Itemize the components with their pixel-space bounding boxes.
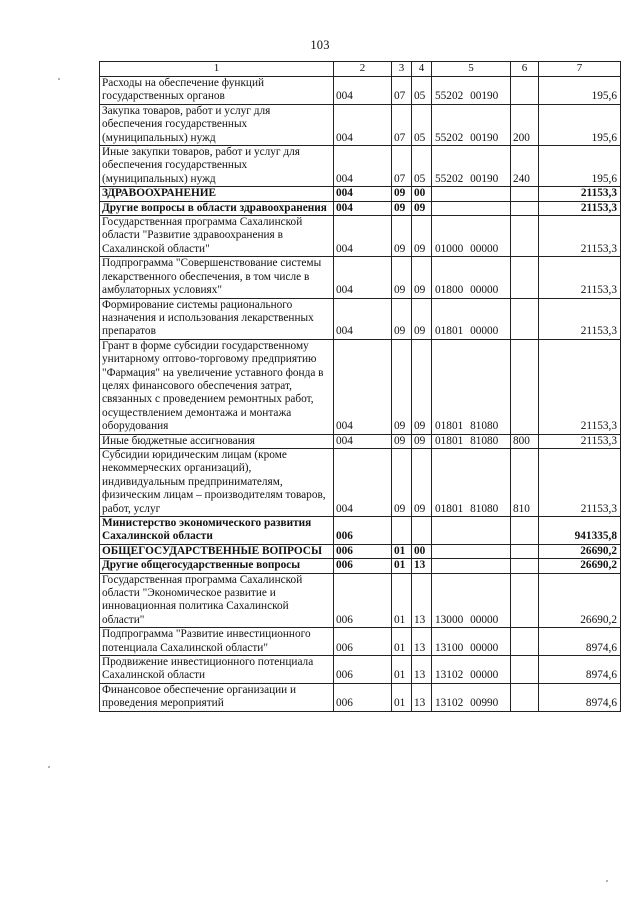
column-header: 5 bbox=[432, 62, 511, 77]
amount: 8974,6 bbox=[539, 683, 621, 711]
section-code bbox=[392, 517, 412, 545]
table-row bbox=[100, 434, 621, 448]
ministry-code: 006 bbox=[334, 544, 392, 558]
column-header: 4 bbox=[412, 62, 432, 77]
expense-type-code bbox=[511, 257, 539, 298]
item-name: Субсидии юридическим лицам (кроме некоммерческих организаций), индивидуальным предпринимателям, физическим лицам – производителям товаров, работ, услуг bbox=[100, 448, 334, 516]
section-code: 01 bbox=[392, 683, 412, 711]
target-article-code bbox=[432, 517, 511, 545]
expense-type-code: 800 bbox=[511, 434, 539, 448]
target-article-code: 01801 81080 bbox=[432, 339, 511, 434]
table-row bbox=[100, 683, 621, 711]
column-header: 2 bbox=[334, 62, 392, 77]
column-header: 7 bbox=[539, 62, 621, 77]
table-row bbox=[100, 544, 621, 558]
subsection-code: 09 bbox=[412, 339, 432, 434]
amount: 21153,3 bbox=[539, 298, 621, 339]
subsection-code: 00 bbox=[412, 544, 432, 558]
table-row bbox=[100, 257, 621, 298]
amount: 21153,3 bbox=[539, 448, 621, 516]
item-name: Продвижение инвестиционного потенциала Сахалинской области bbox=[100, 656, 334, 684]
item-name: Государственная программа Сахалинской области "Экономическое развитие и инновационная политика Сахалинской области" bbox=[100, 573, 334, 628]
table-row bbox=[100, 448, 621, 516]
section-code: 07 bbox=[392, 104, 412, 145]
subsection-code: 13 bbox=[412, 559, 432, 573]
item-name: Иные закупки товаров, работ и услуг для обеспечения государственных (муниципальных) нужд bbox=[100, 146, 334, 187]
ministry-code: 006 bbox=[334, 517, 392, 545]
item-name: Другие общегосударственные вопросы bbox=[100, 559, 334, 573]
subsection-code: 09 bbox=[412, 298, 432, 339]
expense-type-code bbox=[511, 544, 539, 558]
table-row bbox=[100, 559, 621, 573]
subsection-code bbox=[412, 517, 432, 545]
subsection-code: 09 bbox=[412, 216, 432, 257]
subsection-code: 09 bbox=[412, 257, 432, 298]
budget-table bbox=[99, 61, 621, 712]
section-code: 09 bbox=[392, 216, 412, 257]
item-name: ЗДРАВООХРАНЕНИЕ bbox=[100, 187, 334, 201]
section-code: 09 bbox=[392, 298, 412, 339]
item-name: Закупка товаров, работ и услуг для обеспечения государственных (муниципальных) нужд bbox=[100, 104, 334, 145]
expense-type-code bbox=[511, 656, 539, 684]
amount: 21153,3 bbox=[539, 434, 621, 448]
ministry-code: 006 bbox=[334, 628, 392, 656]
section-code: 07 bbox=[392, 77, 412, 105]
amount: 8974,6 bbox=[539, 628, 621, 656]
target-article-code: 13102 00000 bbox=[432, 656, 511, 684]
item-name: Грант в форме субсидии государственному унитарному оптово-торговому предприятию "Фармация" на увеличение уставного фонда в целях финансового обеспечения затрат, связанных с проведением ремонтных работ, осуществлением демонтажа и монтажа оборудования bbox=[100, 339, 334, 434]
amount: 8974,6 bbox=[539, 656, 621, 684]
table-row bbox=[100, 201, 621, 215]
page-number: 103 bbox=[310, 38, 330, 52]
section-code: 01 bbox=[392, 628, 412, 656]
amount: 21153,3 bbox=[539, 257, 621, 298]
ministry-code: 004 bbox=[334, 257, 392, 298]
target-article-code: 01801 81080 bbox=[432, 448, 511, 516]
item-name: Формирование системы рационального назначения и использования лекарственных препаратов bbox=[100, 298, 334, 339]
target-article-code: 01801 81080 bbox=[432, 434, 511, 448]
table-row bbox=[100, 187, 621, 201]
ministry-code: 004 bbox=[334, 339, 392, 434]
table-row bbox=[100, 146, 621, 187]
subsection-code: 09 bbox=[412, 448, 432, 516]
table-row bbox=[100, 298, 621, 339]
subsection-code: 13 bbox=[412, 573, 432, 628]
ministry-code: 004 bbox=[334, 434, 392, 448]
target-article-code: 13100 00000 bbox=[432, 628, 511, 656]
item-name: Расходы на обеспечение функций государственных органов bbox=[100, 77, 334, 105]
target-article-code bbox=[432, 187, 511, 201]
expense-type-code bbox=[511, 683, 539, 711]
item-name: Другие вопросы в области здравоохранения bbox=[100, 201, 334, 215]
target-article-code: 01800 00000 bbox=[432, 257, 511, 298]
ministry-code: 004 bbox=[334, 146, 392, 187]
amount: 21153,3 bbox=[539, 187, 621, 201]
item-name: ОБЩЕГОСУДАРСТВЕННЫЕ ВОПРОСЫ bbox=[100, 544, 334, 558]
section-code: 01 bbox=[392, 559, 412, 573]
target-article-code bbox=[432, 201, 511, 215]
expense-type-code: 200 bbox=[511, 104, 539, 145]
expense-type-code bbox=[511, 187, 539, 201]
ministry-code: 006 bbox=[334, 573, 392, 628]
table-row bbox=[100, 517, 621, 545]
amount: 26690,2 bbox=[539, 573, 621, 628]
table-row bbox=[100, 77, 621, 105]
subsection-code: 09 bbox=[412, 201, 432, 215]
ministry-code: 004 bbox=[334, 104, 392, 145]
section-code: 01 bbox=[392, 656, 412, 684]
target-article-code bbox=[432, 544, 511, 558]
table-row bbox=[100, 656, 621, 684]
amount: 26690,2 bbox=[539, 559, 621, 573]
target-article-code: 55202 00190 bbox=[432, 77, 511, 105]
item-name: Финансовое обеспечение организации и проведения мероприятий bbox=[100, 683, 334, 711]
item-name: Иные бюджетные ассигнования bbox=[100, 434, 334, 448]
target-article-code: 01000 00000 bbox=[432, 216, 511, 257]
section-code: 09 bbox=[392, 339, 412, 434]
expense-type-code bbox=[511, 573, 539, 628]
scan-speck bbox=[48, 766, 50, 768]
subsection-code: 00 bbox=[412, 187, 432, 201]
table-row bbox=[100, 216, 621, 257]
target-article-code bbox=[432, 559, 511, 573]
table-row bbox=[100, 339, 621, 434]
ministry-code: 004 bbox=[334, 298, 392, 339]
column-header: 6 bbox=[511, 62, 539, 77]
expense-type-code bbox=[511, 559, 539, 573]
subsection-code: 13 bbox=[412, 656, 432, 684]
ministry-code: 006 bbox=[334, 559, 392, 573]
expense-type-code bbox=[511, 628, 539, 656]
ministry-code: 006 bbox=[334, 656, 392, 684]
expense-type-code bbox=[511, 77, 539, 105]
item-name: Министерство экономического развития Сахалинской области bbox=[100, 517, 334, 545]
column-header: 1 bbox=[100, 62, 334, 77]
expense-type-code: 240 bbox=[511, 146, 539, 187]
target-article-code: 13102 00990 bbox=[432, 683, 511, 711]
expense-type-code bbox=[511, 339, 539, 434]
subsection-code: 13 bbox=[412, 683, 432, 711]
section-code: 09 bbox=[392, 448, 412, 516]
target-article-code: 13000 00000 bbox=[432, 573, 511, 628]
column-number-row bbox=[100, 62, 621, 77]
item-name: Государственная программа Сахалинской области "Развитие здравоохранения в Сахалинской области" bbox=[100, 216, 334, 257]
expense-type-code bbox=[511, 216, 539, 257]
amount: 21153,3 bbox=[539, 339, 621, 434]
column-header: 3 bbox=[392, 62, 412, 77]
amount: 195,6 bbox=[539, 77, 621, 105]
amount: 195,6 bbox=[539, 104, 621, 145]
target-article-code: 01801 00000 bbox=[432, 298, 511, 339]
ministry-code: 004 bbox=[334, 448, 392, 516]
target-article-code: 55202 00190 bbox=[432, 104, 511, 145]
subsection-code: 09 bbox=[412, 434, 432, 448]
item-name: Подпрограмма "Совершенствование системы лекарственного обеспечения, в том числе в амбулаторных условиях" bbox=[100, 257, 334, 298]
expense-type-code bbox=[511, 298, 539, 339]
table-row bbox=[100, 104, 621, 145]
subsection-code: 13 bbox=[412, 628, 432, 656]
item-name: Подпрограмма "Развитие инвестиционного потенциала Сахалинской области" bbox=[100, 628, 334, 656]
ministry-code: 004 bbox=[334, 77, 392, 105]
ministry-code: 006 bbox=[334, 683, 392, 711]
section-code: 09 bbox=[392, 187, 412, 201]
section-code: 09 bbox=[392, 434, 412, 448]
ministry-code: 004 bbox=[334, 187, 392, 201]
subsection-code: 05 bbox=[412, 77, 432, 105]
amount: 26690,2 bbox=[539, 544, 621, 558]
scan-speck bbox=[606, 880, 608, 882]
section-code: 09 bbox=[392, 257, 412, 298]
amount: 195,6 bbox=[539, 146, 621, 187]
scan-speck bbox=[58, 78, 60, 80]
expense-type-code: 810 bbox=[511, 448, 539, 516]
amount: 21153,3 bbox=[539, 201, 621, 215]
subsection-code: 05 bbox=[412, 146, 432, 187]
expense-type-code bbox=[511, 517, 539, 545]
ministry-code: 004 bbox=[334, 201, 392, 215]
table-row bbox=[100, 628, 621, 656]
expense-type-code bbox=[511, 201, 539, 215]
section-code: 07 bbox=[392, 146, 412, 187]
section-code: 01 bbox=[392, 544, 412, 558]
section-code: 01 bbox=[392, 573, 412, 628]
amount: 941335,8 bbox=[539, 517, 621, 545]
target-article-code: 55202 00190 bbox=[432, 146, 511, 187]
section-code: 09 bbox=[392, 201, 412, 215]
amount: 21153,3 bbox=[539, 216, 621, 257]
table-row bbox=[100, 573, 621, 628]
subsection-code: 05 bbox=[412, 104, 432, 145]
ministry-code: 004 bbox=[334, 216, 392, 257]
